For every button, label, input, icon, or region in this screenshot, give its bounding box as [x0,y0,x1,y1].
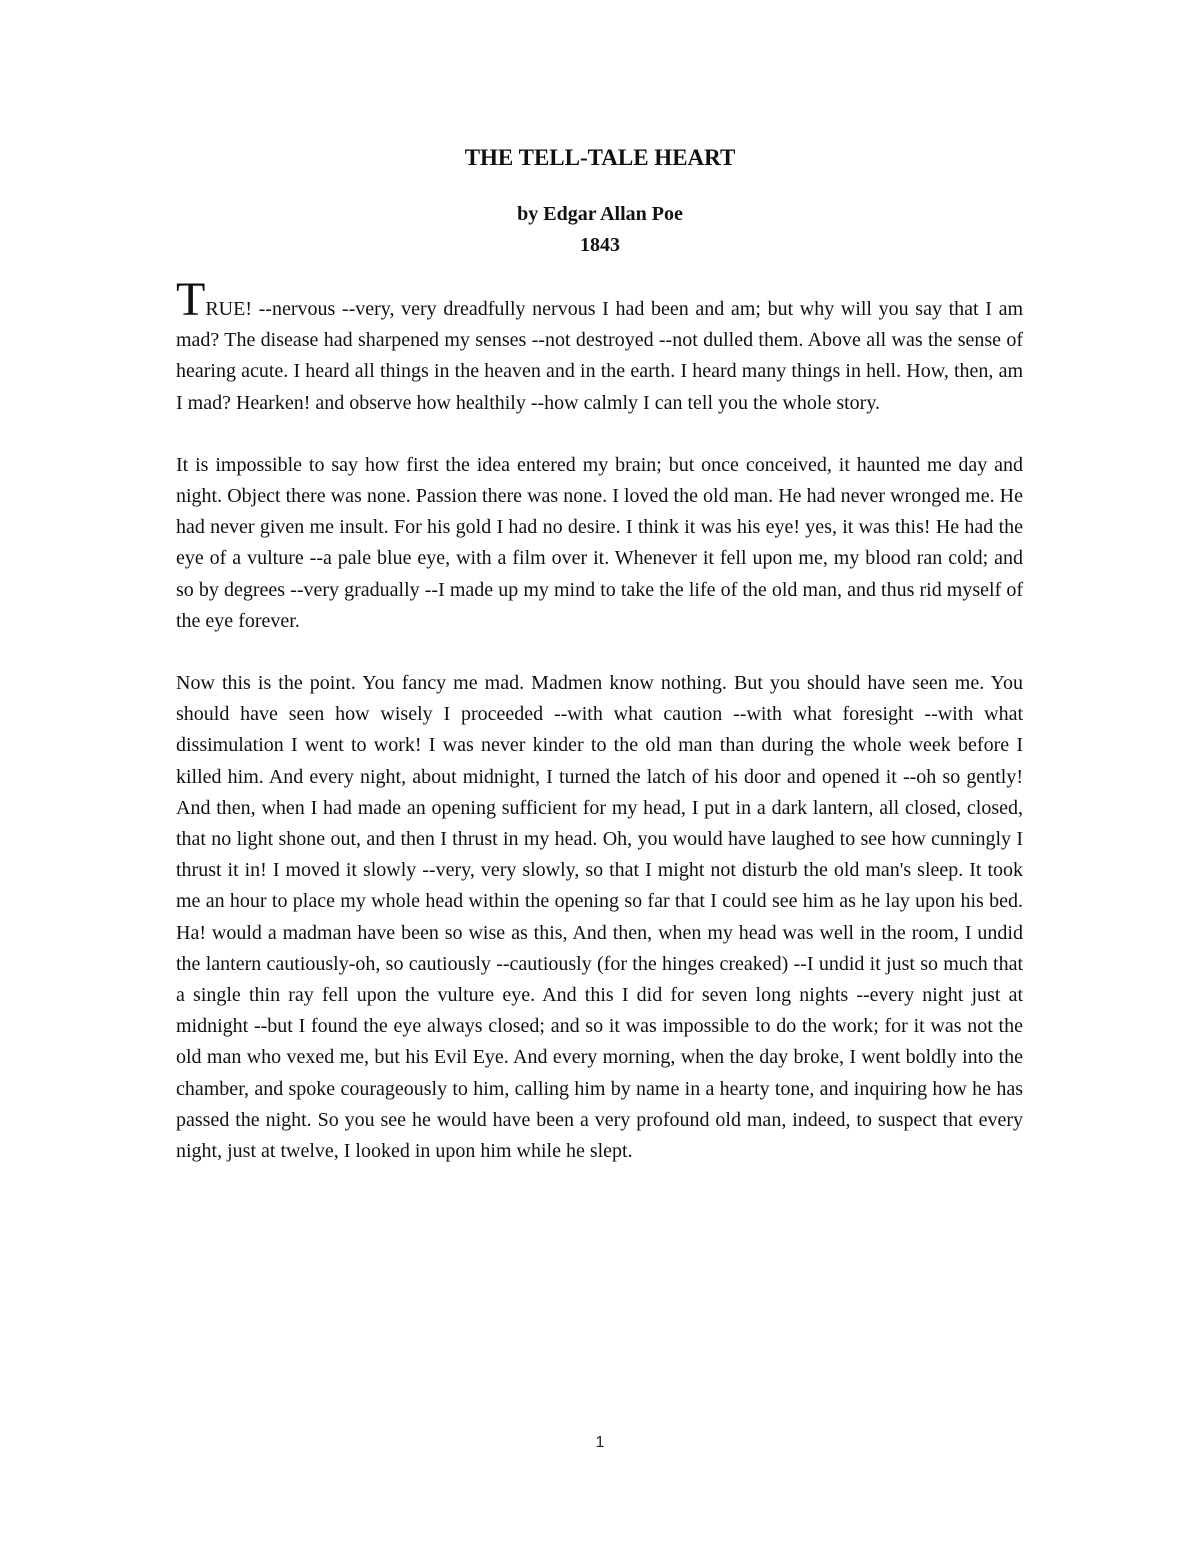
byline [0,199,1200,261]
year-line: 1843 [580,234,620,256]
story-body [176,273,1023,1198]
author-line: by Edgar Allan Poe [517,203,683,225]
drop-cap: T [176,273,206,326]
paragraph-3: Now this is the point. You fancy me mad. Madmen know nothing. But you should have seen me. You should have seen how wisely I proceeded --with what caution --with what foresight --with what dissimulation I went to work! I was never kinder to the old man than during the whole week before I killed him. And every night, about midnight, I turned the latch of his door and opened it --oh so gently! And then, when I had made an opening sufficient for my head, I put in a dark lantern, all closed, closed, that no light shone out, and then I thrust in my head. Oh, you would have laughed to see how cunningly I thrust it in! I moved it slowly --very, very slowly, so that I might not disturb the old man's sleep. It took me an hour to place my whole head within the opening so far that I could see him as he lay upon his bed. Ha! would a madman have been so wise as this, And then, when my head was well in the room, I undid the lantern cautiously-oh, so cautiously --cautiously (for the hinges creaked) --I undid it just so much that a single thin ray fell upon the vulture eye. And this I did for seven long nights --every night just at midnight --but I found the eye always closed; and so it was impossible to do the work; for it was not the old man who vexed me, but his Evil Eye. And every morning, when the day broke, I went boldly into the chamber, and spoke courageously to him, calling him by name in a hearty tone, and inquiring how he has passed the night. So you see he would have been a very profound old man, indeed, to suspect that every night, just at twelve, I looked in upon him while he slept. [176,672,1023,1163]
paragraph-1 [176,273,1023,419]
document-title: THE TELL-TALE HEART [464,145,736,170]
paragraph-1-text: RUE! --nervous --very, very dreadfully nervous I had been and am; but why will you say that I am mad? The disease had sharpened my senses --not destroyed --not dulled them. Above all was the sense of hearing acute. I heard all things in the heaven and in the earth. I heard many things in hell. How, then, am I mad? Hearken! and observe how healthily --how calmly I can tell you the whole story. [176,298,1023,414]
page-number: 1 [595,1434,605,1451]
paragraph-2: It is impossible to say how first the idea entered my brain; but once conceived, it haunted me day and night. Object there was none. Passion there was none. I loved the old man. He had never wronged me. He had never given me insult. For his gold I had no desire. I think it was his eye! yes, it was this! He had the eye of a vulture --a pale blue eye, with a film over it. Whenever it fell upon me, my blood ran cold; and so by degrees --very gradually --I made up my mind to take the life of the old man, and thus rid myself of the eye forever. [176,453,1023,632]
